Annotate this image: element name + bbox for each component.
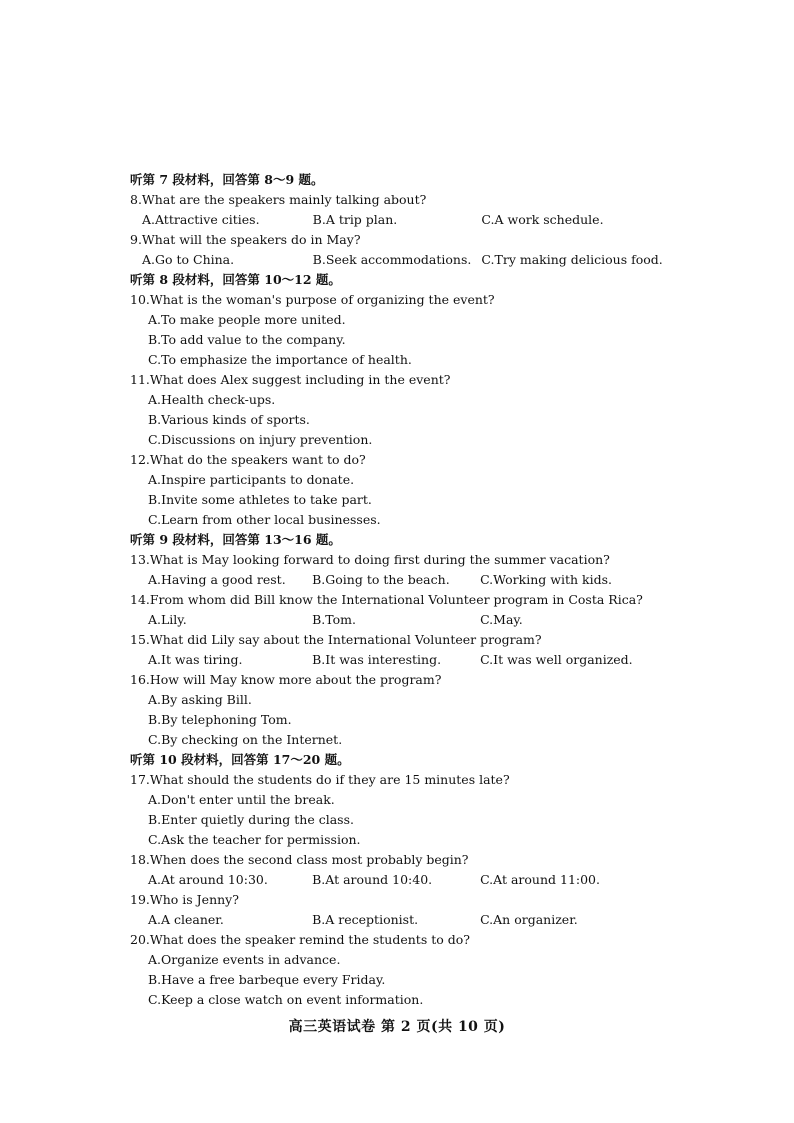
question-12: 12.What do the speakers want to do? — [130, 452, 366, 467]
question-17: 17.What should the students do if they are 15 minutes late? — [130, 772, 510, 787]
option-a: A.Lily. — [148, 612, 187, 627]
option-a: A.Go to China. — [142, 252, 235, 267]
option-a: A.By asking Bill. — [148, 692, 252, 707]
question-11: 11.What does Alex suggest including in the event? — [130, 372, 451, 387]
option-c: C.Keep a close watch on event information. — [148, 992, 424, 1007]
option-b: B.To add value to the company. — [148, 332, 346, 347]
option-a: A.A cleaner. — [148, 912, 224, 927]
option-c: C.To emphasize the importance of health. — [148, 352, 412, 367]
section-heading-8: 听第 8 段材料，回答第 10～12 题。 — [130, 272, 341, 287]
option-a: A.Inspire participants to donate. — [148, 472, 355, 487]
question-13-options — [130, 570, 690, 590]
question-15: 15.What did Lily say about the International Volunteer program? — [130, 632, 542, 647]
question-19: 19.Who is Jenny? — [130, 892, 239, 907]
question-15-options — [130, 650, 690, 670]
option-a: A.Attractive cities. — [142, 212, 260, 227]
option-b: B.Various kinds of sports. — [148, 412, 310, 427]
option-c: C.At around 11:00. — [480, 872, 600, 887]
option-c: C.It was well organized. — [480, 652, 633, 667]
question-9: 9.What will the speakers do in May? — [130, 232, 361, 247]
option-c: C.Discussions on injury prevention. — [148, 432, 373, 447]
option-c: C.Learn from other local businesses. — [148, 512, 381, 527]
question-19-options — [130, 910, 690, 930]
page-footer: 高三英语试卷 第 2 页(共 10 页) — [288, 1019, 506, 1035]
option-b: B.By telephoning Tom. — [148, 712, 292, 727]
question-14-options — [130, 610, 690, 630]
option-b: B.Enter quietly during the class. — [148, 812, 354, 827]
question-18: 18.When does the second class most probably begin? — [130, 852, 469, 867]
section-heading-10: 听第 10 段材料，回答第 17～20 题。 — [130, 752, 350, 767]
option-b: B.Have a free barbeque every Friday. — [148, 972, 386, 987]
option-b: B.A trip plan. — [312, 212, 398, 227]
question-8-options — [130, 210, 690, 230]
option-a: A.Having a good rest. — [148, 572, 286, 587]
option-b: B.A receptionist. — [312, 912, 419, 927]
option-a: A.Don't enter until the break. — [148, 792, 335, 807]
option-b: B.Going to the beach. — [312, 572, 450, 587]
option-a: A.Organize events in advance. — [148, 952, 341, 967]
question-9-options — [130, 250, 690, 270]
option-c: C.An organizer. — [480, 912, 578, 927]
option-c: C.May. — [480, 612, 523, 627]
option-c: C.By checking on the Internet. — [148, 732, 343, 747]
option-b: B.At around 10:40. — [312, 872, 433, 887]
option-c: C.Try making delicious food. — [481, 252, 663, 267]
question-8: 8.What are the speakers mainly talking about? — [130, 192, 427, 207]
option-a: A.Health check-ups. — [148, 392, 276, 407]
question-16: 16.How will May know more about the program? — [130, 672, 442, 687]
question-list — [130, 170, 690, 1010]
option-c: C.Working with kids. — [480, 572, 612, 587]
question-18-options — [130, 870, 690, 890]
option-a: A.At around 10:30. — [148, 872, 268, 887]
question-13: 13.What is May looking forward to doing first during the summer vacation? — [130, 552, 610, 567]
option-a: A.To make people more united. — [148, 312, 346, 327]
question-14: 14.From whom did Bill know the International Volunteer program in Costa Rica? — [130, 592, 643, 607]
question-10: 10.What is the woman's purpose of organizing the event? — [130, 292, 495, 307]
option-c: C.Ask the teacher for permission. — [148, 832, 361, 847]
option-b: B.It was interesting. — [312, 652, 442, 667]
section-heading-7: 听第 7 段材料，回答第 8～9 题。 — [130, 172, 324, 187]
section-heading-9: 听第 9 段材料，回答第 13～16 题。 — [130, 532, 341, 547]
option-b: B.Seek accommodations. — [312, 252, 472, 267]
question-20: 20.What does the speaker remind the students to do? — [130, 932, 470, 947]
option-a: A.It was tiring. — [148, 652, 243, 667]
option-b: B.Tom. — [312, 612, 357, 627]
option-b: B.Invite some athletes to take part. — [148, 492, 372, 507]
option-c: C.A work schedule. — [481, 212, 604, 227]
